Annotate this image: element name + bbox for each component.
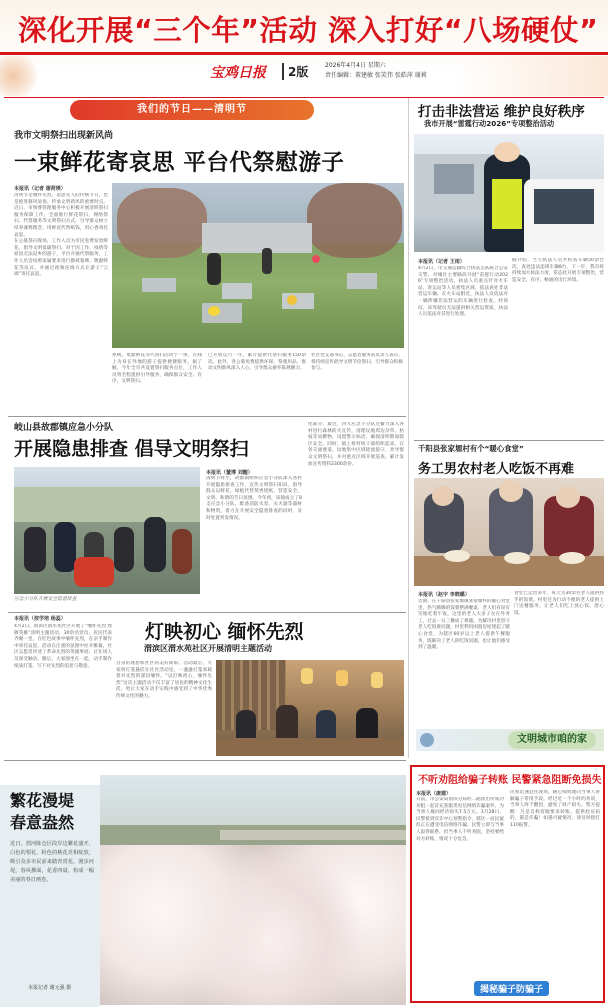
civilized-city-tag: 文明城市咱的家 — [508, 731, 596, 749]
s1-body-col4: 社区党支部书记、志愿者服务站负责人表示，将持续宣传倡导文明节俭祭扫，引导群众积极参与。 — [311, 353, 403, 372]
s5-divider — [414, 440, 604, 441]
s2-kicker: 岐山县故郡镇应急小分队 — [14, 423, 114, 433]
s5-photo-canteen — [414, 478, 604, 586]
s2-headline: 开展隐患排查 倡导文明祭扫 — [14, 438, 249, 460]
s5-body-col2: 食堂已运营多年，每天为30余名老人提供热乎的饭菜。村里还为行动不便的老人提供上门送餐服务，让老人们吃上放心饭、舒心饭。 — [514, 591, 604, 616]
s6-byline: 本报讯（康建） — [416, 791, 452, 797]
banner-title: 深化开展“三个年”活动 深入打好“八场硬仗” — [18, 14, 599, 47]
s1-kicker: 我市文明祭扫出现新风尚 — [14, 131, 114, 141]
s3-photo-lanterns — [216, 660, 404, 756]
s6-body-col2: 民警迅速赶往现场，耐心细致地向当事人讲解骗子常用手段，经过近一个小时的劝说，当事人终于醒悟，避免了财产损失。警方提醒：凡是自称客服要求转账、提供验证码的，都是诈骗！如遇可疑情况，请及时拨打110报警。 — [510, 790, 600, 828]
lantern-icon — [420, 733, 434, 747]
s3-kicker: 渭滨区渭水苑社区开展清明主题活动 — [144, 644, 272, 653]
s5-headline: 务工男农村老人吃饭不再难 — [418, 462, 575, 477]
s5-body-col1: 近期，在千阳县张家塬镇张家塬村的暖心食堂里，热气腾腾的饭菜摆满餐桌，老人们有说有笑地吃着午饭。这里的老人大多子女在外务工，过去一日三餐成了难题。为解决村里留守老人吃饭难问题，村里利用闲置房屋建起了暖心食堂，为辖区60岁以上老人提供午餐服务，既解决了老人的吃饭问题，也让他们感受到了温暖。 — [418, 599, 510, 651]
s7-photo-blossoms — [100, 775, 406, 1005]
s7-body: 近日，渭河陈仓区段岸边繁花盛开，白色的梨花、粉色的桃花竞相绽放，吸引众多市民前来踏青赏花。漫步河堤，春风拂面，花香四溢，构成一幅美丽的春日画卷。 — [10, 841, 94, 883]
s3-body-col2: 自身的理想和社区的美好期盼。活动最后，大家将灯笼悬挂在社区活动室，一盏盏灯笼承载着对先烈的深切缅怀。“以灯映初心，缅怀先烈”这次主题活动不仅丰富了居民的精神文化生活，更让大家在动手实践中感受到了中华优秀传统文化的魅力。 — [116, 661, 212, 699]
s6-tag: 揭秘骗子防骗子 — [474, 981, 549, 996]
s1-headline: 一束鲜花寄哀思 平台代祭慰游子 — [14, 150, 345, 176]
banner-divider — [0, 52, 608, 55]
s3-byline: 本报讯（按学培 杨蕊） — [14, 616, 66, 622]
s7-divider — [4, 760, 406, 761]
s2-body-col1: 清明节将至，故郡镇组织应急小分队深入各村开展隐患排查工作，宣传文明祭扫知识，倡导群众以鲜花、绿植代替焚香烧纸，营造安全、文明、和谐的节日氛围。今年初，该镇成立了8支应急小分队，配备消防水泵、灭火器等器材和物资，着力在开展安全隐患排查的同时，及时处置突发情况。 — [206, 476, 302, 521]
s2-body-col2: 化部分，最近，四大应急小分队还蓄力深入各村进行森林防火宣传，清理坟地周边杂草、枯枝等易燃物，设置警示标语，确保清明期间辖区安全。同时，镇上将村组干部组织起来，在各交通要道、坟地集中区域轮流值守，劝导群众文明祭扫，并对重点区域开展巡查，累计发放宣传资料2300余份。 — [308, 422, 404, 467]
s2-photo-outdoor-meeting — [14, 467, 200, 594]
s2-caption: 应急小分队开展安全隐患排查 — [14, 597, 77, 602]
s6-headline: 不听劝阻给骗子转账 民警紧急阻断免损失 — [418, 775, 602, 786]
issue-date: 2026年4月4日 星期六 — [325, 62, 386, 69]
s4-headline: 打击非法营运 维护良好秩序 — [418, 104, 585, 120]
s1-body-col3: 已开放运行一年，累计提供代祭扫服务150余次。此外，各公墓免费提供环保、祭奠用品，推动文明新风深入人心，引导群众摒弃陈规陋习。 — [208, 353, 306, 372]
s5-kicker: 千阳县张家塬村有个“暖心食堂” — [418, 444, 524, 453]
s4-photo-inspection — [414, 134, 604, 252]
edition-number: 2版 — [282, 63, 308, 80]
banner-lantern-decor — [0, 56, 44, 96]
s4-body-col1: 4月2日，市交通运输综合执法支队联合公安交警，对城区主要路段开展“雷霆行动2026”专项整治活动。执法人员重点针对火车站、客运站等人员密集区域，依法查处非法营运车辆。在火车站附近，执法人员依法对一辆涉嫌非法营运的车辆进行检查。经询问，该驾驶员无法提供相关营运资质，执法人员依法对其进行处理。 — [418, 266, 508, 318]
section-divider — [4, 97, 604, 98]
s2-byline: 本报讯（董博 刘醒） — [206, 470, 253, 476]
s1-body-col2: 系统，集献鲜花等代祭扫活动于一体，在线上为身在外地的游子提供便捷服务。据了解，今年全市共设置祭扫服务点位，工作人员将全程提供引导服务，确保群众安全、有序、文明祭扫。 — [112, 353, 202, 385]
s7-credit: 本报记者 谢元强 摄 — [28, 985, 72, 991]
s6-body-col1: 日前，市公安局渭滨分局经二路派出所成功劝阻一起冒充客服类电信网络诈骗案件，为当事人挽回经济损失7.5万元。3月28日，民警接到反诈中心预警指令，辖区一居民疑似正在遭受电信网络诈骗。民警立即与当事人取得联系，但当事人不听劝阻，坚持要给对方转账，情况十分危急。 — [416, 797, 504, 842]
editors-line: 责任编辑：董建敏 张笑伟 张皓萍 谢莉 — [325, 72, 427, 79]
s1-byline: 本报讯（记者 谢荷瑛） — [14, 186, 66, 192]
s4-body-col2: 据介绍，当天执法人员共检查车辆50余台次，查处违法违规车辆8台。下一步，我市将持续加大执法力度，常态化开展专项整治，营造安全、有序、畅通的出行环境。 — [512, 258, 604, 283]
banner-wave-decor — [455, 56, 608, 96]
s1-photo-cemetery — [112, 183, 404, 348]
column-divider — [408, 98, 409, 758]
s2-divider — [8, 416, 406, 417]
s3-headline: 灯映初心 缅怀先烈 — [145, 621, 304, 643]
s3-body-col1: 4月2日，渭滨区渭水苑社区开展了“缅怀先烈 致敬英雄”清明主题活动，30余名党员、居民代表齐聚一堂，在红色故事中缅怀先烈，在亲手制作中寄托哀思。活动在庄重的氛围中拉开帷幕，社区志愿者讲述了革命先烈的英雄事迹，让在场人员深受触动。随后，大家围坐在一起，动手制作纸质灯笼，写下对先烈的追思与敬意。 — [14, 624, 112, 669]
festival-header: 我们的节日——清明节 — [70, 100, 314, 120]
newspaper-logo: 宝鸡日报 — [210, 65, 266, 81]
s7-headline: 繁花漫堤 春意盎然 — [10, 791, 75, 832]
s4-byline: 本报讯（记者 王雨） — [418, 259, 465, 265]
s1-body-col1: 清明节是缅怀先烈、追思先人的传统节日，也是推进移风易俗、传承文明新风的重要时点。近日，市殡葬管理服务中心积极开展清明祭扫服务保障工作，全面推行鲜花祭扫、网络祭扫、代祭服务等文明祭扫方式，引导群众树立厚养薄葬理念，用鲜花代替纸钱，用心香寄托哀思。 在公墓祭扫现场，工作人员为市民免费发放鲜花，倡导文明低碳祭扫。对于因工作、疫情等原因无法返乡的游子，平台开通代祭服务，工作人员会按照家属要求进行擦拭墓碑、敬献鲜花等仪式，并通过视频连线方式让游子“云端”寄托哀思。 — [14, 193, 108, 278]
s3-divider — [8, 612, 406, 613]
s4-kicker: 我市开展“雷霆行动2026”专项整治活动 — [424, 119, 555, 128]
s5-byline: 本报讯（赵宇 李晓璐） — [418, 592, 470, 598]
